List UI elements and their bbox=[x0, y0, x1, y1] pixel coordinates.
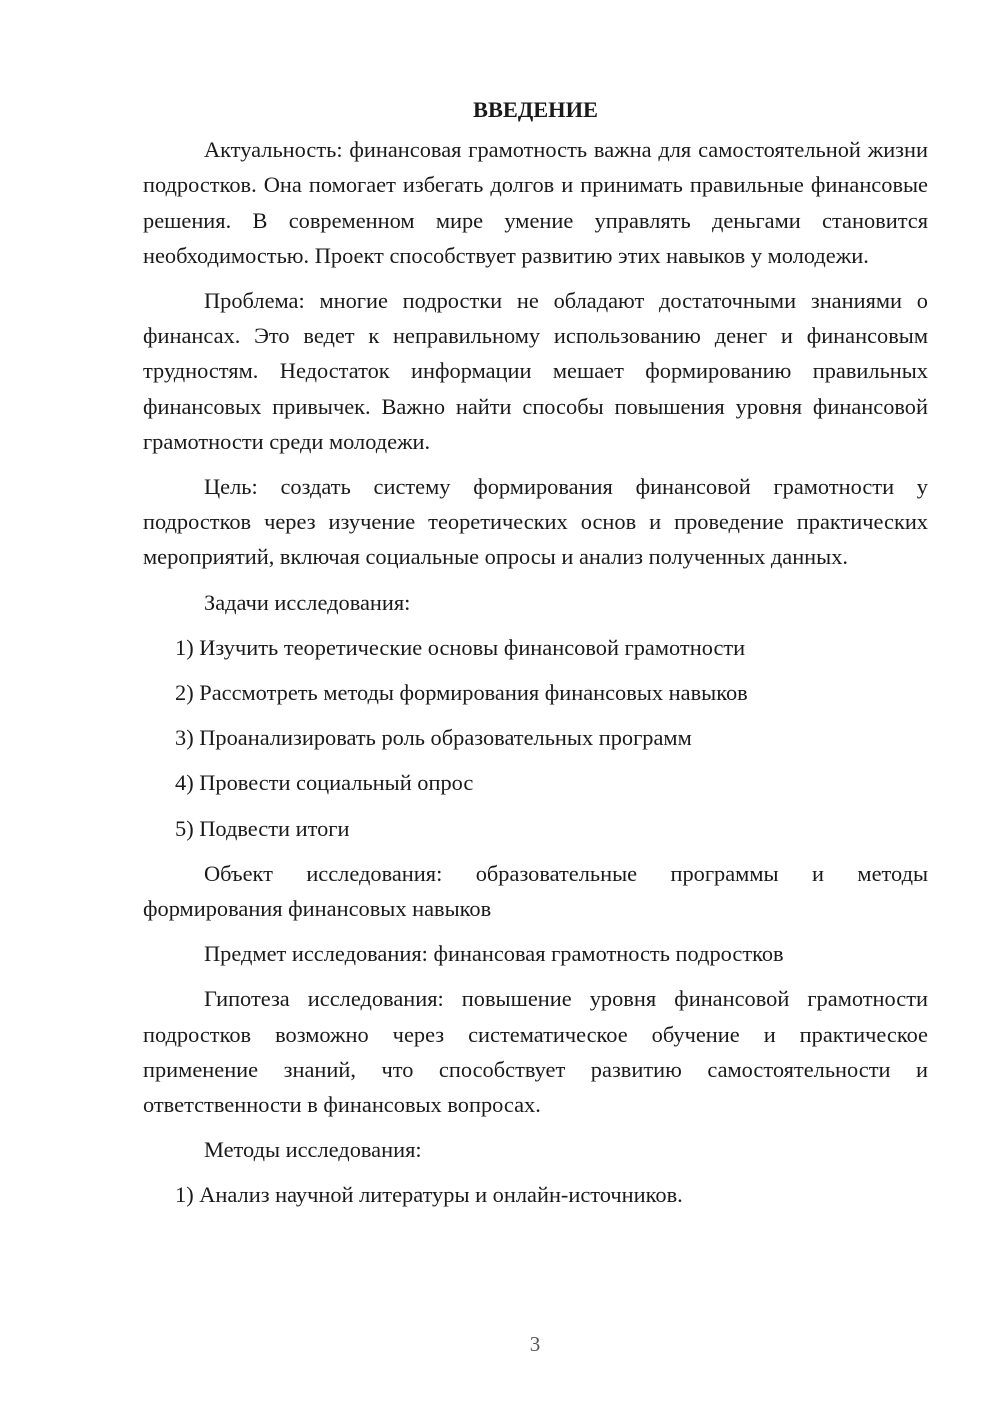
tasks-heading: Задачи исследования: bbox=[204, 589, 411, 615]
tasks-list bbox=[143, 630, 928, 846]
object-paragraph: Объект исследования: образовательные программы и методы формирования финансовых навыков bbox=[143, 860, 928, 922]
page-content bbox=[143, 92, 928, 1223]
subject-paragraph: Предмет исследования: финансовая грамотность подростков bbox=[204, 941, 784, 967]
list-item: 3) Проанализировать роль образовательных программ bbox=[175, 725, 692, 751]
list-item: 4) Провести социальный опрос bbox=[175, 770, 474, 796]
page-number: 3 bbox=[529, 1332, 541, 1356]
page-title: ВВЕДЕНИЕ bbox=[473, 97, 598, 122]
methods-heading: Методы исследования: bbox=[204, 1137, 422, 1163]
hypothesis-paragraph: Гипотеза исследования: повышение уровня финансовой грамотности подростков возможно через систематическое обучение и практическое применение знаний, что способствует развитию самостоятельности и ответственности в финансовых вопросах. bbox=[143, 986, 928, 1118]
list-item: 1) Изучить теоретические основы финансовой грамотности bbox=[175, 634, 746, 660]
list-item: 1) Анализ научной литературы и онлайн-источников. bbox=[175, 1182, 683, 1208]
methods-list bbox=[143, 1177, 928, 1212]
relevance-paragraph: Актуальность: финансовая грамотность важна для самостоятельной жизни подростков. Она помогает избегать долгов и принимать правильные финансовые решения. В современном мире умение управлять деньгами становится необходимостью. Проект способствует развитию этих навыков у молодежи. bbox=[143, 137, 928, 268]
goal-paragraph: Цель: создать систему формирования финансовой грамотности у подростков через изучение теоретических основ и проведение практических мероприятий, включая социальные опросы и анализ полученных данных. bbox=[143, 474, 928, 570]
problem-paragraph: Проблема: многие подростки не обладают достаточными знаниями о финансах. Это ведет к неправильному использованию денег и финансовым трудностям. Недостаток информации мешает формированию правильных финансовых привычек. Важно найти способы повышения уровня финансовой грамотности среди молодежи. bbox=[143, 288, 928, 454]
list-item: 2) Рассмотреть методы формирования финансовых навыков bbox=[175, 680, 748, 706]
list-item: 5) Подвести итоги bbox=[175, 815, 350, 841]
